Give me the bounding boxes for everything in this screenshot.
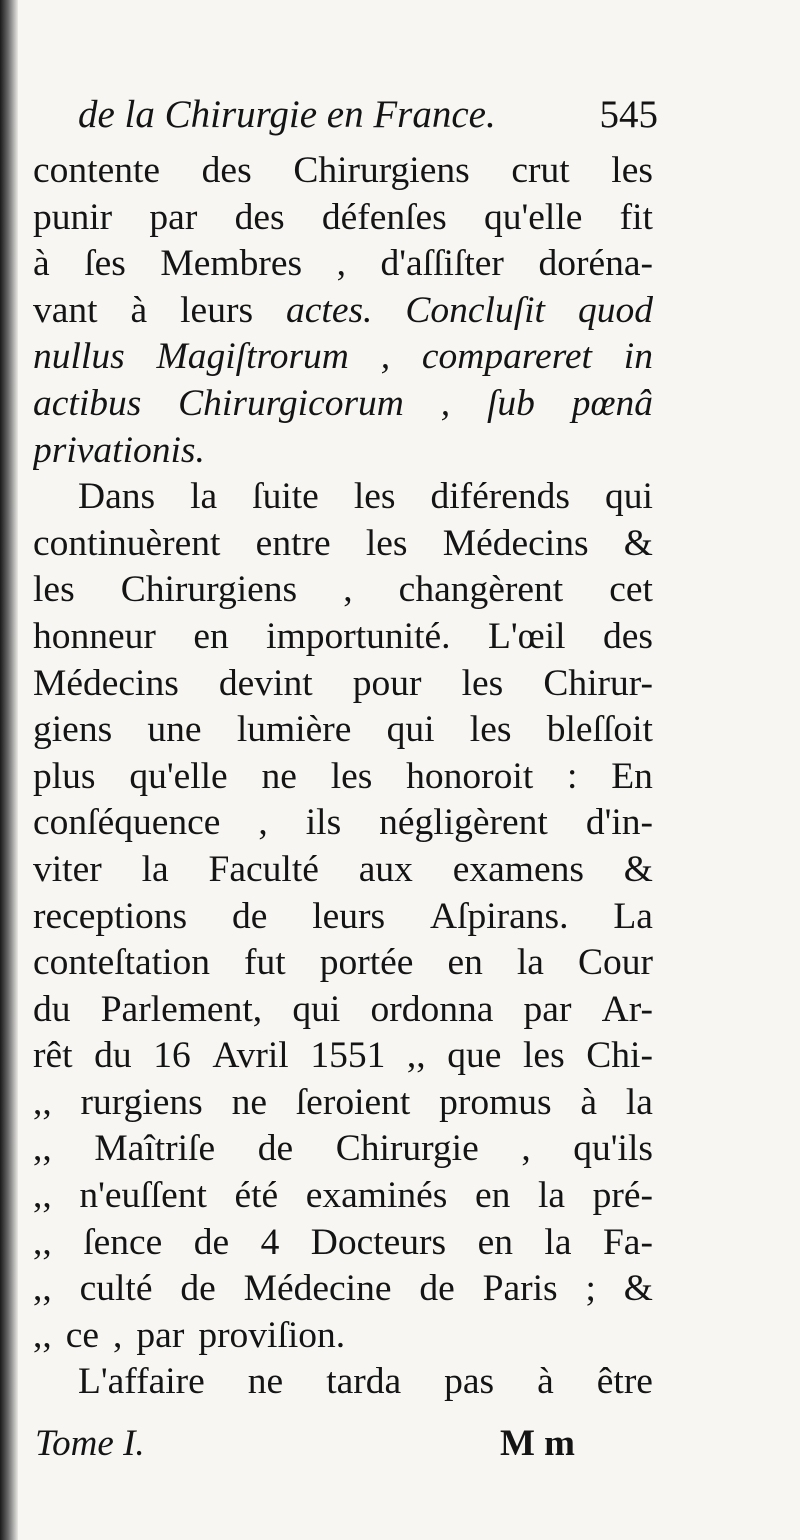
paragraph [33,148,653,474]
page-footer [35,1422,575,1472]
signature-mark: M m [500,1423,575,1464]
text-line: nullus Magiſtrorum , compareret in [33,336,653,378]
volume-label: Tome I. [35,1423,145,1464]
text-line: actibus Chirurgicorum , ſub pœnâ [33,382,653,424]
text-line: contente des Chirurgiens crut les [33,150,653,191]
text-line: giens une lumière qui les bleſſoit [33,709,653,751]
text-line: vant à leurs actes. Concluſit quod [33,289,653,331]
text-line: punir par des défenſes qu'elle fit [33,196,653,238]
text-line: plus qu'elle ne les honoroit : En [33,755,653,797]
text-line: ,, Maîtriſe de Chirurgie , qu'ils [33,1128,653,1170]
running-header [78,92,658,152]
text-line: ,, rurgiens ne ſeroient promus à la [33,1081,653,1123]
text-line: les Chirurgiens , changèrent cet [33,569,653,611]
text-line: rêt du 16 Avril 1551 ,, que les Chi- [33,1035,653,1077]
text-line: Médecins devint pour les Chirur- [33,662,653,704]
text-line: ,, n'euſſent été examinés en la pré- [33,1175,653,1217]
page-number: 545 [599,93,658,136]
text-line: conteſtation fut portée en la Cour [33,942,653,984]
text-line: receptions de leurs Aſpirans. La [33,895,653,937]
text-line: honneur en importunité. L'œil des [33,615,653,657]
text-line: viter la Faculté aux examens & [33,848,653,890]
text-line: L'affaire ne tarda pas à être [78,1361,653,1403]
paragraph [33,1359,653,1406]
text-line: ,, ce , par proviſion. [33,1314,346,1356]
text-line: Dans la ſuite les diférends qui [78,476,653,518]
text-line: à ſes Membres , d'aſſiſter doréna- [33,243,653,285]
text-line: conſéquence , ils négligèrent d'in- [33,802,653,844]
text-line: continuèrent entre les Médecins & [33,522,653,564]
text-line: du Parlement, qui ordonna par Ar- [33,988,653,1030]
text-line: ,, culté de Médecine de Paris ; & [33,1268,653,1310]
running-title: de la Chirurgie en France. [78,93,496,136]
text-line: privationis. [33,429,205,471]
text-line: ,, ſence de 4 Docteurs en la Fa- [33,1221,653,1263]
paragraph [33,474,653,1359]
body-text [33,148,653,1406]
page-gutter-shadow [0,0,18,1540]
